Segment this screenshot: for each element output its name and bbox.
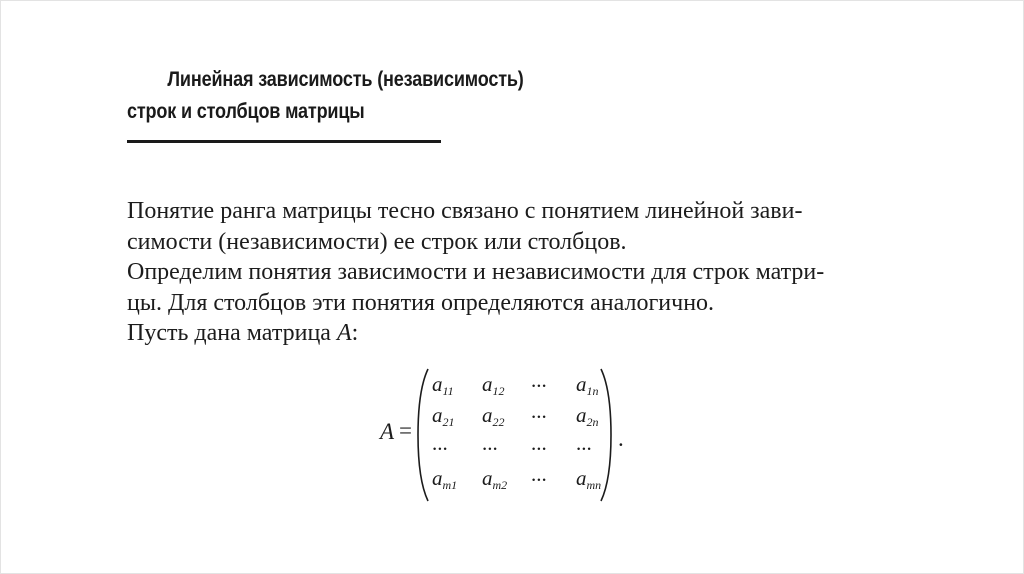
paragraph-line: симости (независимости) ее строк или столбцов.	[127, 228, 627, 255]
matrix-lhs: A	[380, 419, 395, 444]
matrix-ellipsis: ...	[482, 431, 498, 455]
matrix-element-base: a	[482, 403, 493, 427]
matrix-formula	[380, 368, 640, 502]
body-text	[127, 196, 824, 349]
section-heading	[127, 64, 524, 128]
matrix-ellipsis: ...	[432, 431, 448, 455]
matrix-ellipsis: ...	[531, 399, 547, 423]
matrix-element	[576, 372, 599, 399]
matrix-element	[576, 466, 601, 493]
matrix-element-index: 21	[442, 415, 455, 429]
matrix-ellipsis: ...	[531, 431, 547, 455]
paragraph-given-matrix	[127, 318, 824, 349]
matrix-element-index: 2n	[586, 415, 599, 429]
matrix-element-index: 22	[492, 415, 505, 429]
matrix-element-base: a	[432, 403, 443, 427]
matrix-element-base: a	[576, 372, 587, 396]
paragraph-text: Пусть дана матрица	[127, 320, 337, 346]
matrix-variable: A	[336, 320, 352, 346]
matrix-element-base: a	[576, 403, 587, 427]
heading-line-1: Линейная зависимость (независимость)	[167, 68, 524, 91]
paragraph-line: цы. Для столбцов эти понятия определяются аналогично.	[127, 289, 715, 316]
paragraph-line: Понятие ранга матрицы тесно связано с понятием линейной зави-	[127, 198, 803, 224]
matrix-element-index: m2	[492, 478, 508, 492]
heading-underline	[127, 140, 441, 143]
matrix-element-base: a	[432, 466, 443, 490]
equals-sign: =	[399, 418, 412, 443]
heading-line-2: строк и столбцов матрицы	[127, 100, 365, 123]
matrix-element-index: 11	[442, 384, 454, 398]
matrix-element	[432, 403, 455, 430]
matrix-element-base: a	[482, 372, 493, 396]
paragraph-line: Определим понятия зависимости и независимости для строк матри-	[127, 259, 825, 285]
matrix-element	[482, 466, 507, 493]
matrix-element	[432, 466, 457, 493]
matrix-element	[432, 372, 454, 399]
matrix-element-index: m1	[442, 478, 458, 492]
matrix-ellipsis: ...	[531, 462, 547, 486]
matrix-ellipsis: ...	[576, 431, 592, 455]
right-parenthesis	[599, 368, 613, 502]
matrix-ellipsis: ...	[531, 368, 547, 392]
matrix-element-base: a	[576, 466, 587, 490]
left-parenthesis	[416, 368, 430, 502]
paragraph-rank-concept	[127, 196, 824, 257]
matrix-element-index: mn	[586, 478, 602, 492]
formula-period: .	[618, 426, 624, 451]
paragraph-definition	[127, 257, 824, 318]
matrix-element-base: a	[482, 466, 493, 490]
matrix-element	[482, 372, 505, 399]
matrix-element	[576, 403, 599, 430]
matrix-element-base: a	[432, 372, 443, 396]
paragraph-colon: :	[351, 320, 359, 346]
matrix-element-index: 1n	[586, 384, 599, 398]
matrix-element-index: 12	[492, 384, 505, 398]
matrix-element	[482, 403, 505, 430]
